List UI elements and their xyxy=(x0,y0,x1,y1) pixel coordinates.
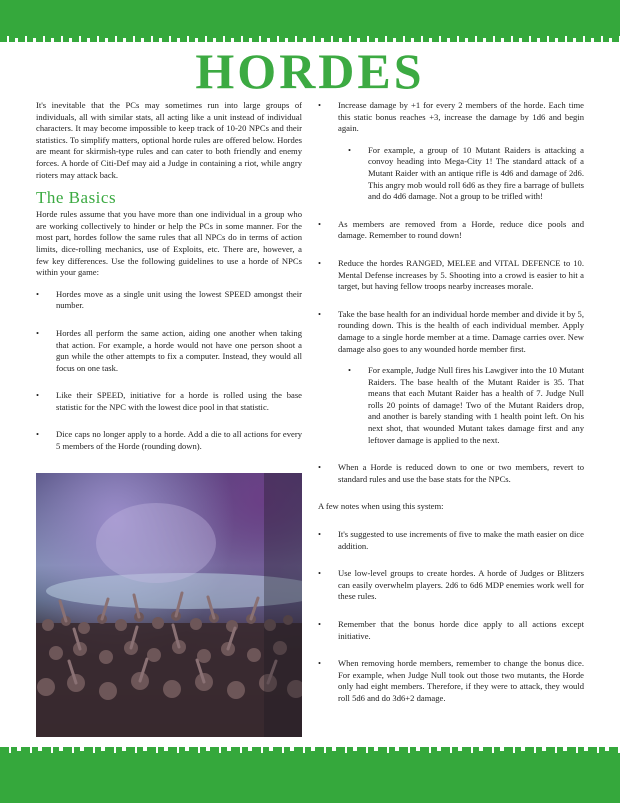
top-green-border xyxy=(0,0,620,38)
page-title: HORDES xyxy=(195,43,425,99)
bullet-item: • Like their SPEED, initiative for a horde is rolled using the base statistic for the NPC with the lowest dice pool in that statistic. xyxy=(36,390,302,413)
note-item: • It's suggested to use increments of five to make the math easier on dice addition. xyxy=(318,529,584,552)
left-column xyxy=(36,100,302,453)
note-item: • Use low-level groups to create hordes. A horde of Judges or Blitzers can easily overwhelm players. 2d6 to 6d6 MDP enemies work well for these rules. xyxy=(318,568,584,603)
intro-paragraph: It's inevitable that the PCs may sometimes run into large groups of individuals, all with similar stats, all acting like a unit instead of individual characters. It may become impossible to keep track of 10-20 NPCs and their statistics. To simplify matters, optional horde rules are offered below. Hordes are meant for skirmish-type rules and can cater to both friendly and enemy forces. A horde of Citi-Def may aid a Judge in containing a riot, while angry rioters may attack back. xyxy=(36,100,302,180)
bullet-item: • Reduce the hordes RANGED, MELEE and VITAL DEFENCE to 10. Mental Defense increases by 5. Shooting into a crowd is easier to hit a target, but having fellow troops nearby increases morale. xyxy=(318,258,584,293)
bullet-item: • Hordes move as a single unit using the lowest SPEED amongst their number. xyxy=(36,289,302,312)
right-column xyxy=(318,100,584,705)
note-item: • Remember that the bonus horde dice apply to all actions except initiative. xyxy=(318,619,584,642)
bullet-item: • Dice caps no longer apply to a horde. Add a die to all actions for every 5 members of the Horde (rounding down). xyxy=(36,429,302,452)
example-sub-bullet: • For example, Judge Null fires his Lawgiver into the 10 Mutant Raiders. The base health of the Mutant Raider is 35. That means that each Mutant Raider has a health of 7. Judge Null rolls 20 points of damage! Two of the Mutant Raiders drop, and another is barely standing with 1 health point left. On his next shot, that wounded Mutant takes damage first and any leftover damage is applied to the next. xyxy=(318,365,584,446)
bottom-green-border xyxy=(0,751,620,803)
note-item: • When removing horde members, remember to change the bonus dice. For example, when Judge Null took out those two mutants, the Horde only had eight members. Therefore, if they were to attack, they would roll 5d6 and do 3d6+2 damage. xyxy=(318,658,584,704)
bullet-item: • When a Horde is reduced down to one or two members, revert to standard rules and use the base stats for the NPCs. xyxy=(318,462,584,485)
basics-paragraph: Horde rules assume that you have more than one individual in a group who are working collectively to hinder or help the PCs in some manner. For the most part, hordes follow the same rules that all NPCs do in terms of action limits, dice-rolling mechanics, use of Exploits, etc. There are, however, a few key differences. Use the following guidelines to use a horde of NPCs within your game: xyxy=(36,209,302,278)
example-sub-bullet: • For example, a group of 10 Mutant Raiders is attacking a convoy heading into Mega-City 1! The standard attack of a Mutant Raider with an antique rifle is 4d6 and damage of 2d6. This angry mob would roll 6d6 as they fire a barrage of bullets and do 4d6 damage. Not a group to be trifled with! xyxy=(318,145,584,203)
bullet-item: • Hordes all perform the same action, aiding one another when taking that action. For example, a horde would not have one person shoot a gun while the other attempts to fix a computer. Instead, they would all focus on one task. xyxy=(36,328,302,374)
horde-illustration xyxy=(36,473,302,737)
section-heading-basics: The Basics xyxy=(36,188,117,208)
bullet-item: • As members are removed from a Horde, reduce dice pools and damage. Remember to round down! xyxy=(318,219,584,242)
bullet-item: • Take the base health for an individual horde member and divide it by 5, rounding down. This is the health of each individual member. Apply damage to a single horde member at a time. Damage carries over. New damage also goes to any wounded horde member first. xyxy=(318,309,584,355)
notes-intro: A few notes when using this system: xyxy=(318,501,444,512)
bullet-item: • Increase damage by +1 for every 2 members of the horde. Each time this static bonus reaches +3, increase the damage by 1d6 and begin again. xyxy=(318,100,584,135)
